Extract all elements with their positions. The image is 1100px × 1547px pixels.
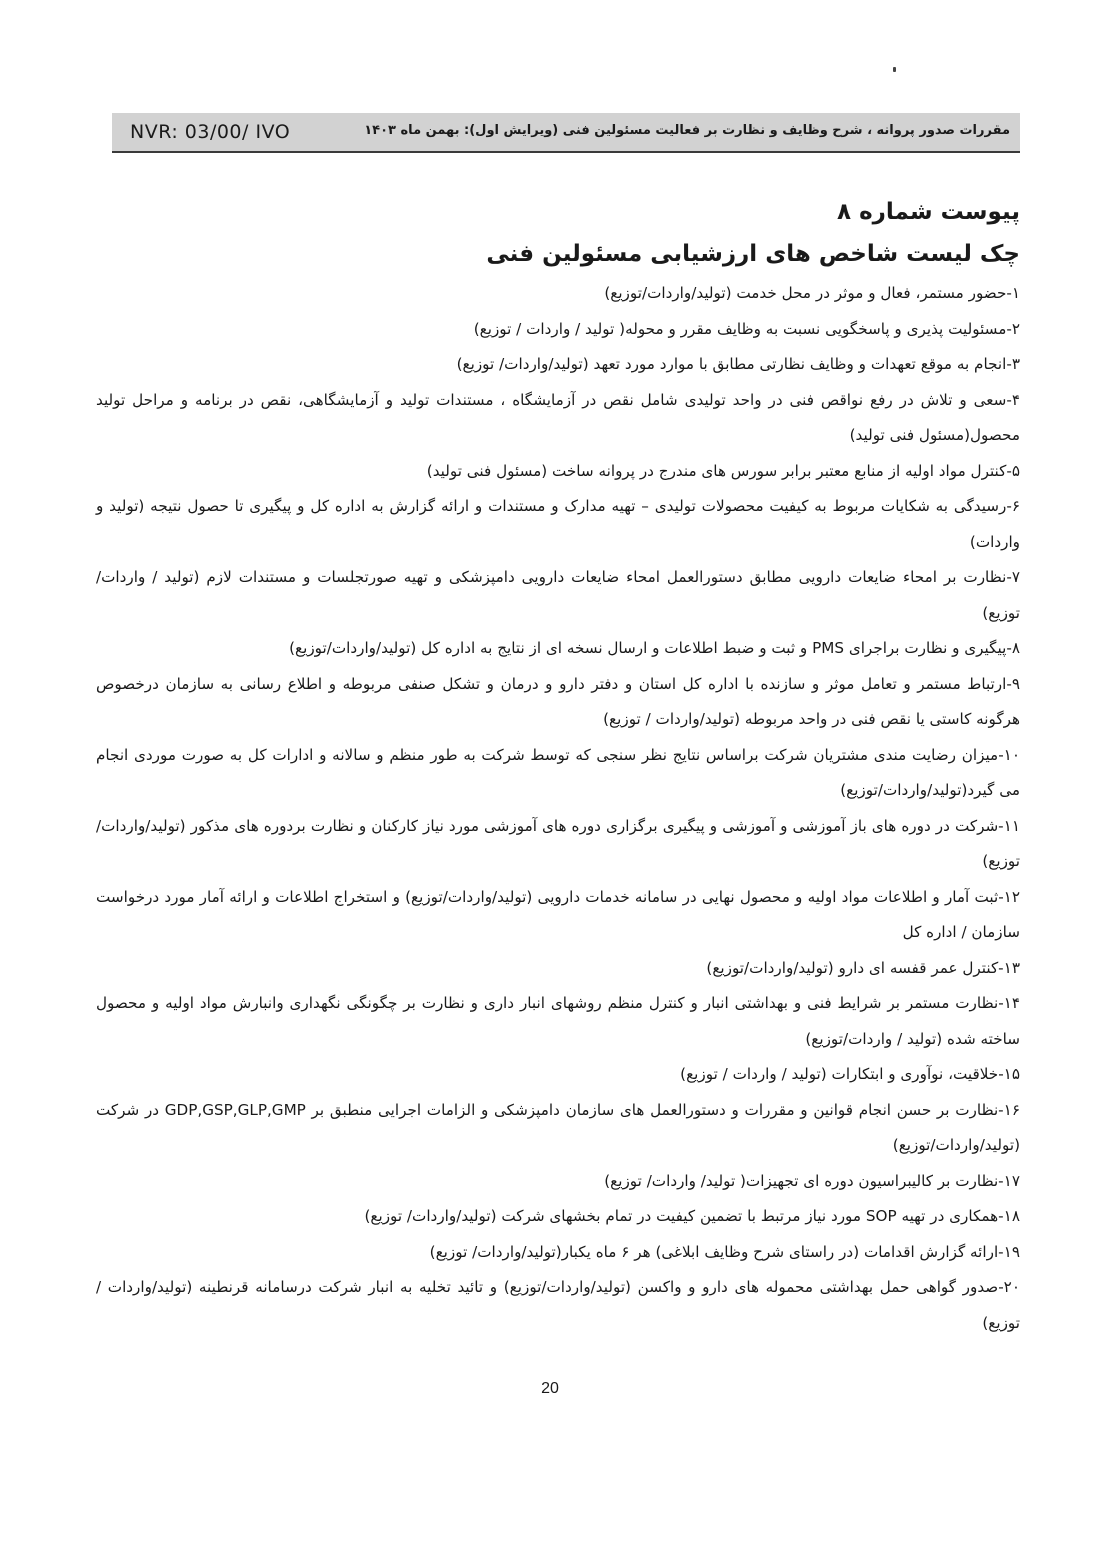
checklist-items xyxy=(96,276,1020,1341)
page-number: 20 xyxy=(541,1380,559,1397)
document-code: NVR: 03/00/ IVO xyxy=(130,121,291,143)
checklist-item-17: ۱۷-نظارت بر کالیبراسیون دوره ای تجهیزات( تولید/ واردات/ توزیع) xyxy=(604,1171,1020,1190)
checklist-item-4: ۴-سعی و تلاش در رفع نواقص فنی در واحد تولیدی شامل نقص در آزمایشگاه ، مستندات تولید و آزمایشگاهی، نقص در برنامه و مراحل تولید محصول(مسئول فنی تولید) xyxy=(96,390,1020,444)
scan-speck xyxy=(893,67,896,72)
checklist-item-14: ۱۴-نظارت مستمر بر شرایط فنی و بهداشتی انبار و کنترل منظم روشهای انبار داری و نظارت بر چگونگی نگهداری وانبارش مواد اولیه و محصول ساخته شده (تولید / واردات/توزیع) xyxy=(96,994,1020,1048)
checklist-item-12: ۱۲-ثبت آمار و اطلاعات مواد اولیه و محصول نهایی در سامانه خدمات دارویی (تولید/واردات/توزیع) و استخراج اطلاعات و ارائه آمار مورد درخواست سازمان / اداره کل xyxy=(96,887,1020,941)
document-header xyxy=(112,113,1020,153)
checklist-item-20: ۲۰-صدور گواهی حمل بهداشتی محموله های دارو و واکسن (تولید/واردات/توزیع) و تائید تخلیه به انبار شرکت درسامانه قرنطینه (تولید/واردات / توزیع) xyxy=(96,1278,1020,1332)
checklist-item-2: ۲-مسئولیت پذیری و پاسخگویی نسبت به وظایف مقرر و محوله( تولید / واردات / توزیع) xyxy=(473,319,1020,338)
checklist-item-13: ۱۳-کنترل عمر قفسه ای دارو (تولید/واردات/توزیع) xyxy=(706,958,1020,977)
checklist-item-15: ۱۵-خلاقیت، نوآوری و ابتکارات (تولید / واردات / توزیع) xyxy=(680,1065,1020,1083)
checklist-item-11: ۱۱-شرکت در دوره های باز آموزشی و آموزشی و پیگیری برگزاری دوره های آموزشی مورد نیاز کارکنان و نظارت بردوره های مذکور (تولید/واردات/توزیع) xyxy=(96,816,1020,870)
checklist-item-19: ۱۹-ارائه گزارش اقدامات (در راستای شرح وظایف ابلاغی) هر ۶ ماه یکبار(تولید/واردات/ توزیع) xyxy=(429,1242,1020,1261)
checklist-item-3: ۳-انجام به موقع تعهدات و وظایف نظارتی مطابق با موارد مورد تعهد (تولید/واردات/ توزیع) xyxy=(456,355,1020,373)
checklist-item-6: ۶-رسیدگی به شکایات مربوط به کیفیت محصولات تولیدی – تهیه مدارک و مستندات و ارائه گزارش به اداره کل و پیگیری تا حصول نتیجه (تولید و واردات) xyxy=(96,497,1020,551)
checklist-item-16: ۱۶-نظارت بر حسن انجام قوانین و مقررات و دستورالعمل های سازمان دامپزشکی و الزامات اجرایی منطبق بر GDP,GSP,GLP,GMP در شرکت (تولید/واردات/توزیع) xyxy=(96,1100,1020,1154)
document-body xyxy=(96,192,1020,1341)
checklist-title: چک لیست شاخص های ارزشیابی مسئولین فنی xyxy=(486,241,1020,267)
checklist-item-1: ۱-حضور مستمر، فعال و موثر در محل خدمت (تولید/واردات/توزیع) xyxy=(604,284,1020,302)
checklist-item-18: ۱۸-همکاری در تهیه SOP مورد نیاز مرتبط با تضمین کیفیت در تمام بخشهای شرکت (تولید/واردات/ توزیع) xyxy=(364,1207,1020,1225)
checklist-item-8: ۸-پیگیری و نظارت براجرای PMS و ثبت و ضبط اطلاعات و ارسال نسخه ای از نتایج به اداره کل (تولید/واردات/توزیع) xyxy=(289,639,1020,657)
checklist-item-5: ۵-کنترل مواد اولیه از منابع معتبر برابر سورس های مندرج در پروانه ساخت (مسئول فنی تولید) xyxy=(426,461,1020,480)
document-header-title: مقررات صدور پروانه ، شرح وظایف و نظارت بر فعالیت مسئولین فنی (ویرایش اول): بهمن ماه ۱۴۰۳ xyxy=(364,123,1010,138)
checklist-item-7: ۷-نظارت بر امحاء ضایعات دارویی مطابق دستورالعمل امحاء ضایعات دارویی دامپزشکی و تهیه صورتجلسات و مستندات لازم (تولید / واردات/ توزیع) xyxy=(96,568,1020,622)
checklist-item-10: ۱۰-میزان رضایت مندی مشتریان شرکت براساس نتایج نظر سنجی که توسط شرکت به طور منظم و سالانه و ادارات کل به صورت موردی انجام می گیرد(تولید/واردات/توزیع) xyxy=(96,745,1020,799)
checklist-item-9: ۹-ارتباط مستمر و تعامل موثر و سازنده با اداره کل استان و دفتر دارو و درمان و تشکل صنفی مربوطه و اطلاع رسانی به سازمان درخصوص هرگونه کاستی یا نقص فنی در واحد مربوطه (تولید/واردات / توزیع) xyxy=(96,674,1020,728)
appendix-title: پیوست شماره ۸ xyxy=(837,199,1020,225)
